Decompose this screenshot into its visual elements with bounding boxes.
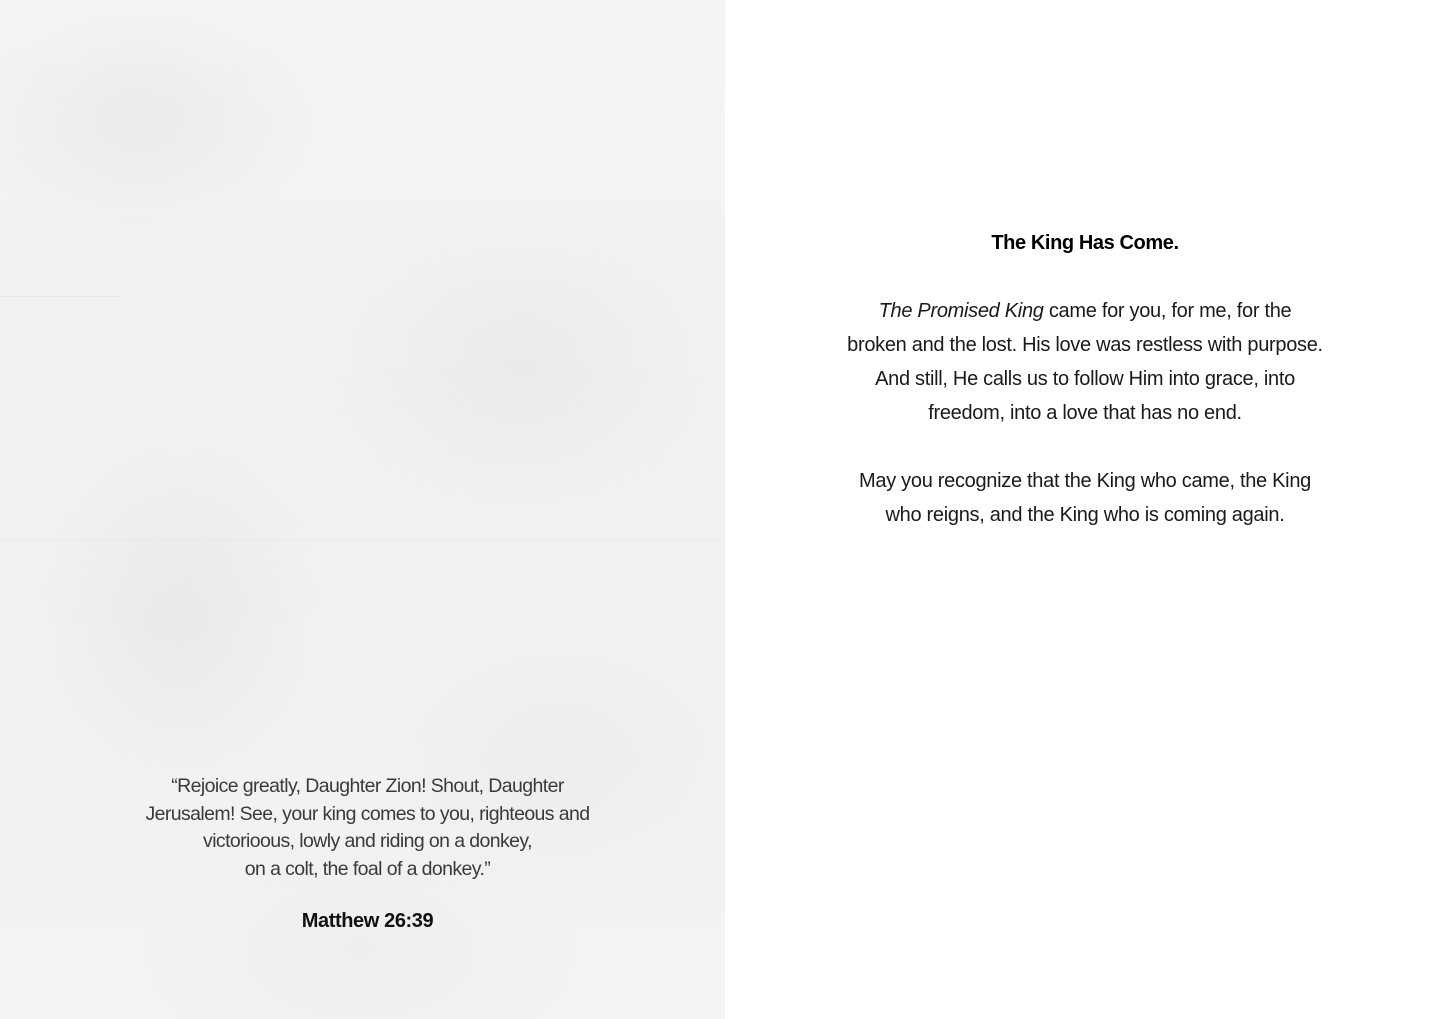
message-block bbox=[815, 226, 1355, 566]
right-page bbox=[725, 0, 1445, 1019]
texture-crease bbox=[0, 296, 120, 297]
message-paragraph bbox=[815, 464, 1355, 532]
line-text: came for you, for me, for the bbox=[1043, 300, 1292, 322]
scripture-reference: Matthew 26:39 bbox=[301, 910, 434, 932]
paragraph-line bbox=[815, 294, 1355, 328]
quote-line: “Rejoice greatly, Daughter Zion! Shout, Daughter bbox=[171, 775, 564, 797]
paragraph-line: And still, He calls us to follow Him into grace, into bbox=[875, 368, 1295, 390]
italic-phrase: The Promised King bbox=[878, 300, 1044, 322]
message-paragraph bbox=[815, 294, 1355, 430]
quote-line: victorioous, lowly and riding on a donkey, bbox=[203, 830, 532, 852]
paragraph-line: broken and the lost. His love was restless with purpose. bbox=[847, 334, 1323, 356]
message-title: The King Has Come. bbox=[991, 232, 1179, 254]
quote-line: Jerusalem! See, your king comes to you, righteous and bbox=[145, 802, 590, 825]
scripture-quote bbox=[110, 773, 625, 936]
paragraph-line: who reigns, and the King who is coming again. bbox=[885, 504, 1285, 526]
paragraph-line: freedom, into a love that has no end. bbox=[928, 402, 1242, 424]
texture-crease bbox=[0, 540, 725, 541]
paragraph-line: May you recognize that the King who came, the King bbox=[859, 470, 1311, 492]
quote-line: on a colt, the foal of a donkey.” bbox=[244, 857, 491, 880]
